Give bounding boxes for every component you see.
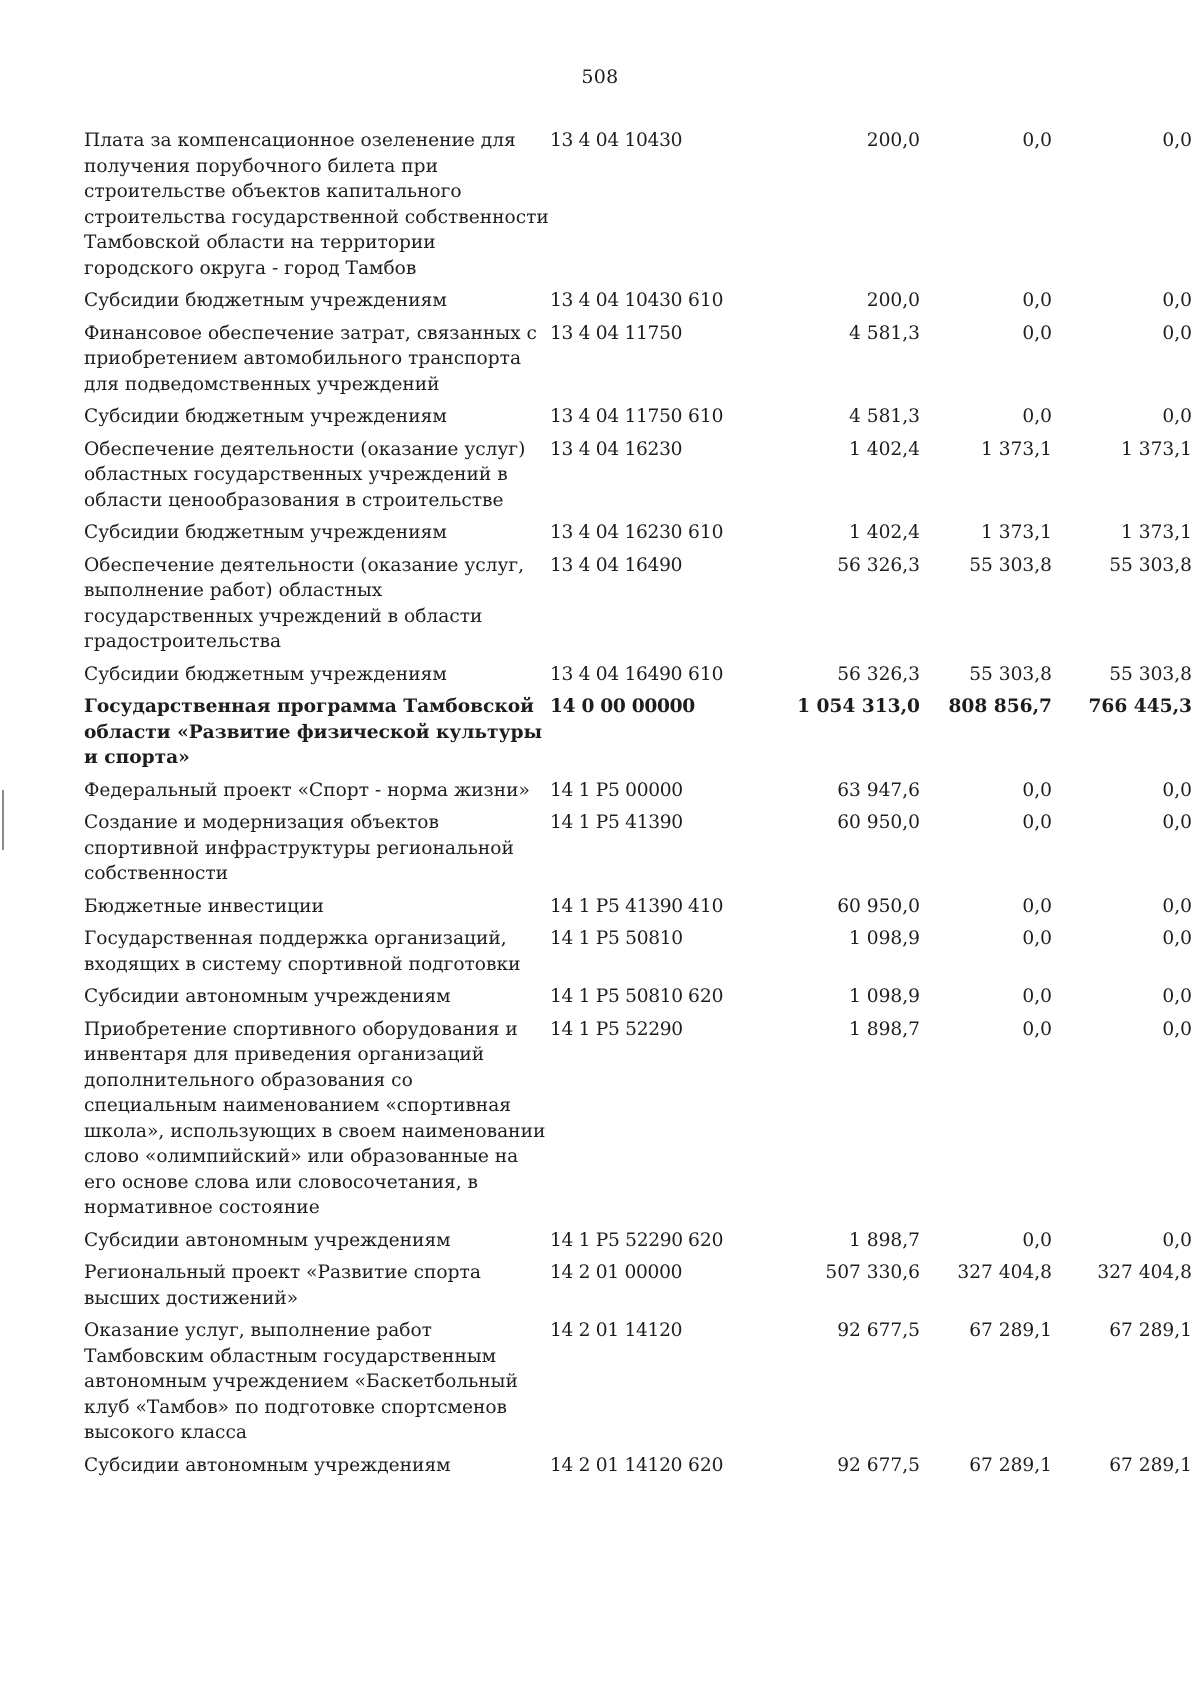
table-row [84, 1453, 1192, 1486]
row-value-2: 67 289,1 [969, 1454, 1052, 1476]
row-value-2: 0,0 [1022, 130, 1052, 151]
row-value-3: 0,0 [1162, 928, 1192, 949]
row-value-1: 56 326,3 [837, 663, 920, 685]
row-expense-type [688, 1318, 744, 1453]
row-expense-type [688, 437, 744, 521]
row-value-2: 0,0 [1022, 928, 1052, 949]
row-expense-type [688, 553, 744, 662]
row-code: 14 1 P5 00000 [550, 779, 683, 801]
row-expense-type [688, 321, 744, 405]
row-expense-type [688, 1260, 744, 1318]
row-code: 14 2 01 14120 [550, 1454, 683, 1476]
table-row [84, 894, 1192, 927]
row-value-1: 4 581,3 [849, 322, 920, 344]
row-code: 14 1 P5 50810 [550, 986, 683, 1007]
row-value-1: 56 326,3 [837, 554, 920, 576]
row-value-2: 67 289,1 [969, 1320, 1052, 1341]
row-value-2: 1 373,1 [981, 438, 1052, 460]
row-code: 13 4 04 10430 [550, 290, 683, 311]
row-value-1: 1 898,7 [849, 1229, 920, 1251]
row-value-2: 0,0 [1022, 406, 1052, 427]
table-row [84, 553, 1192, 662]
row-name: Приобретение спортивного оборудования и инвентаря для приведения организаций дополнительного образования со специальным наименованием «спортивная школа», использующих в своем наименовании слово «олимпийский» или образованные на его основе слова или словосочетания, в нормативное состояние [84, 1018, 546, 1218]
row-expense-type [688, 926, 744, 984]
row-value-1: 1 054 313,0 [797, 696, 920, 717]
row-code: 13 4 04 16490 [550, 554, 683, 576]
row-value-1: 507 330,6 [825, 1262, 920, 1283]
row-expense-type: 620 [688, 986, 724, 1007]
row-value-1: 1 098,9 [849, 928, 920, 949]
row-code: 14 2 01 00000 [550, 1262, 683, 1283]
row-expense-type: 620 [688, 1229, 724, 1251]
row-value-1: 63 947,6 [837, 779, 920, 801]
row-name: Создание и модернизация объектов спортивной инфраструктуры региональной собственности [84, 812, 514, 884]
table-row [84, 1318, 1192, 1453]
row-value-1: 200,0 [866, 130, 920, 151]
row-expense-type: 610 [688, 663, 724, 685]
row-expense-type: 410 [688, 895, 724, 917]
row-value-1: 60 950,0 [837, 895, 920, 917]
row-name: Субсидии бюджетным учреждениям [84, 290, 447, 311]
table-row [84, 1228, 1192, 1261]
row-name: Федеральный проект «Спорт - норма жизни» [84, 779, 530, 801]
row-code: 14 1 P5 50810 [550, 928, 683, 949]
row-value-1: 60 950,0 [837, 812, 920, 833]
table-row [84, 321, 1192, 405]
row-code: 13 4 04 11750 [550, 322, 683, 344]
row-value-2: 0,0 [1022, 986, 1052, 1007]
table-row [84, 1260, 1192, 1318]
row-value-2: 0,0 [1022, 779, 1052, 801]
row-value-3: 766 445,3 [1088, 696, 1192, 717]
row-code: 13 4 04 16230 [550, 438, 683, 460]
row-code: 14 1 P5 52290 [550, 1018, 683, 1040]
row-value-1: 1 402,4 [849, 522, 920, 543]
row-name: Обеспечение деятельности (оказание услуг, выполнение работ) областных государственных учреждений в области градостроительства [84, 554, 525, 652]
row-value-2: 0,0 [1022, 322, 1052, 344]
row-name: Финансовое обеспечение затрат, связанных с приобретением автомобильного транспорта для подведомственных учреждений [84, 322, 537, 395]
table-row [84, 437, 1192, 521]
table-row [84, 520, 1192, 553]
row-code: 13 4 04 16230 [550, 522, 683, 543]
table-row [84, 404, 1192, 437]
table-row [84, 926, 1192, 984]
row-code: 13 4 04 11750 [550, 406, 683, 427]
row-value-3: 327 404,8 [1097, 1262, 1192, 1283]
row-expense-type: 610 [688, 290, 724, 311]
row-value-2: 55 303,8 [969, 663, 1052, 685]
row-value-2: 0,0 [1022, 895, 1052, 917]
row-value-3: 0,0 [1162, 986, 1192, 1007]
row-name: Региональный проект «Развитие спорта высших достижений» [84, 1262, 481, 1309]
row-name: Субсидии автономным учреждениям [84, 1454, 451, 1476]
row-code: 13 4 04 10430 [550, 130, 683, 151]
table-row [84, 810, 1192, 894]
row-expense-type [688, 778, 744, 811]
row-name: Плата за компенсационное озеленение для получения порубочного билета при строительстве объектов капитального строительства государственной собственности Тамбовской области на территории городского округа - город Тамбов [84, 130, 549, 279]
row-code: 14 2 01 14120 [550, 1320, 683, 1341]
table-row [84, 128, 1192, 288]
page-number: 508 [581, 66, 619, 88]
row-value-1: 92 677,5 [837, 1320, 920, 1341]
row-value-3: 1 373,1 [1121, 522, 1192, 543]
row-value-3: 0,0 [1162, 130, 1192, 151]
row-value-2: 327 404,8 [957, 1262, 1052, 1283]
row-name: Субсидии бюджетным учреждениям [84, 406, 447, 427]
table-row [84, 288, 1192, 321]
budget-table-body [84, 128, 1192, 1485]
budget-table [84, 128, 1192, 1485]
row-name: Обеспечение деятельности (оказание услуг) областных государственных учреждений в области ценообразования в строительстве [84, 438, 526, 511]
row-name: Субсидии бюджетным учреждениям [84, 663, 447, 685]
row-value-3: 0,0 [1162, 1018, 1192, 1040]
row-name: Субсидии автономным учреждениям [84, 1229, 451, 1251]
row-name: Субсидии бюджетным учреждениям [84, 522, 447, 543]
row-value-2: 1 373,1 [981, 522, 1052, 543]
row-value-2: 0,0 [1022, 1229, 1052, 1251]
row-value-3: 0,0 [1162, 290, 1192, 311]
table-row [84, 1017, 1192, 1228]
row-value-3: 0,0 [1162, 812, 1192, 833]
row-value-3: 67 289,1 [1109, 1320, 1192, 1341]
row-value-3: 55 303,8 [1109, 554, 1192, 576]
row-value-3: 0,0 [1162, 1229, 1192, 1251]
row-value-2: 0,0 [1022, 812, 1052, 833]
row-expense-type: 610 [688, 522, 724, 543]
table-row [84, 694, 1192, 778]
row-code: 14 1 P5 41390 [550, 812, 683, 833]
row-value-3: 1 373,1 [1121, 438, 1192, 460]
row-value-1: 200,0 [866, 290, 920, 311]
row-value-1: 4 581,3 [849, 406, 920, 427]
row-value-1: 1 402,4 [849, 438, 920, 460]
row-value-2: 0,0 [1022, 1018, 1052, 1040]
row-name: Государственная поддержка организаций, входящих в систему спортивной подготовки [84, 928, 521, 975]
row-expense-type [688, 1017, 744, 1228]
table-row [84, 662, 1192, 695]
row-value-1: 1 898,7 [849, 1018, 920, 1040]
row-value-3: 0,0 [1162, 895, 1192, 917]
row-expense-type: 610 [688, 406, 724, 427]
row-value-3: 55 303,8 [1109, 663, 1192, 685]
row-value-3: 67 289,1 [1109, 1454, 1192, 1476]
row-expense-type [688, 694, 744, 778]
row-expense-type [688, 810, 744, 894]
row-code: 13 4 04 16490 [550, 663, 683, 685]
row-name: Государственная программа Тамбовской области «Развитие физической культуры и спорта» [84, 696, 543, 768]
row-value-3: 0,0 [1162, 406, 1192, 427]
row-code: 14 1 P5 52290 [550, 1229, 683, 1251]
row-name: Оказание услуг, выполнение работ Тамбовским областным государственным автономным учреждением «Баскетбольный клуб «Тамбов» по подготовке спортсменов высокого класса [84, 1320, 518, 1443]
row-value-2: 0,0 [1022, 290, 1052, 311]
row-name: Субсидии автономным учреждениям [84, 986, 451, 1007]
row-code: 14 0 00 00000 [550, 696, 695, 717]
row-value-2: 55 303,8 [969, 554, 1052, 576]
row-expense-type [688, 128, 744, 288]
scan-edge-mark [2, 790, 4, 850]
row-code: 14 1 P5 41390 [550, 895, 683, 917]
table-row [84, 984, 1192, 1017]
row-name: Бюджетные инвестиции [84, 895, 324, 917]
table-row [84, 778, 1192, 811]
row-value-1: 1 098,9 [849, 986, 920, 1007]
row-value-3: 0,0 [1162, 779, 1192, 801]
row-value-3: 0,0 [1162, 322, 1192, 344]
row-value-1: 92 677,5 [837, 1454, 920, 1476]
row-expense-type: 620 [688, 1454, 724, 1476]
row-value-2: 808 856,7 [948, 696, 1052, 717]
